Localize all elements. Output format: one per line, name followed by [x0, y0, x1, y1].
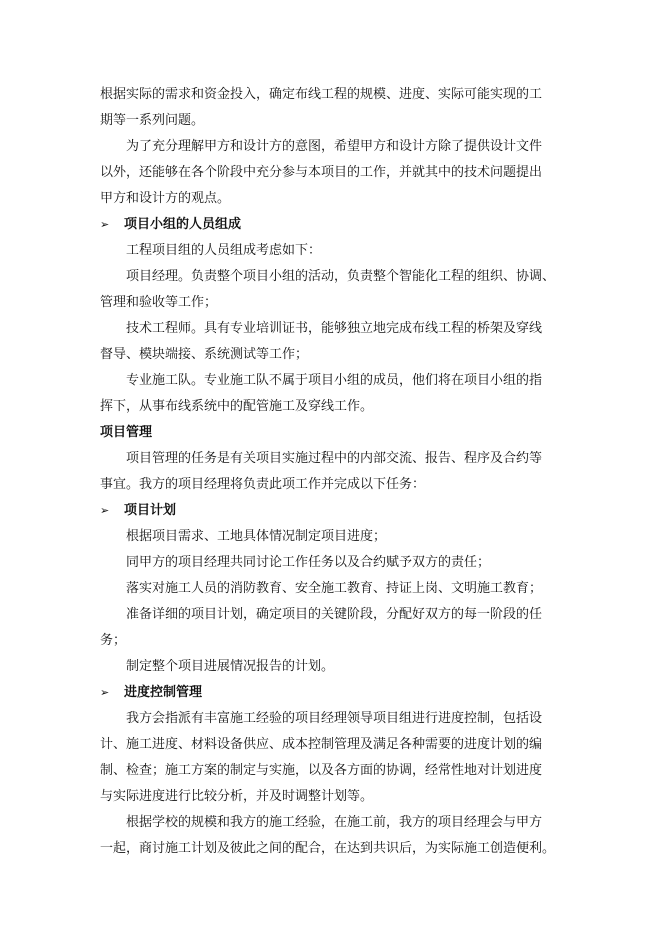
- paragraph-line: 根据实际的需求和资金投入，确定布线工程的规模、进度、实际可能实现的工: [100, 87, 543, 102]
- paragraph-line: 项目管理的任务是有关项目实施过程中的内部交流、报告、程序及合约等: [126, 451, 543, 466]
- section-heading-team: [100, 216, 241, 234]
- paragraph-line: 一起，商讨施工计划及彼此之间的配合，在达到共识后，为实际施工创造便利。: [100, 841, 556, 856]
- section-heading-progress: [100, 684, 202, 702]
- paragraph-line: 管理和验收等工作；: [100, 295, 218, 310]
- paragraph-line: 甲方和设计方的观点。: [100, 191, 231, 206]
- paragraph-line: 专业施工队。专业施工队不属于项目小组的成员，他们将在项目小组的指: [126, 373, 543, 388]
- bullet-arrow-icon: ➢: [100, 686, 110, 699]
- heading-text: 进度控制管理: [124, 685, 203, 700]
- heading-text: 项目小组的人员组成: [124, 217, 242, 232]
- paragraph-line: 督导、模块端接、系统测试等工作；: [100, 347, 309, 362]
- heading-text: 项目计划: [124, 503, 177, 518]
- list-item: 制定整个项目进展情况报告的计划。: [126, 659, 335, 674]
- list-item: 同甲方的项目经理共同讨论工作任务以及合约赋予双方的责任；: [126, 555, 491, 570]
- paragraph-line: 项目经理。负责整个项目小组的活动，负责整个智能化工程的组织、协调、: [126, 269, 556, 284]
- paragraph-line: 工程项目组的人员组成考虑如下：: [126, 243, 322, 258]
- paragraph-line: 以外，还能够在各个阶段中充分参与本项目的工作，并就其中的技术问题提出: [100, 165, 543, 180]
- paragraph-line: 挥下，从事布线系统中的配管施工及穿线工作。: [100, 399, 374, 414]
- paragraph-line: 期等一系列问题。: [100, 113, 205, 128]
- paragraph-line: 制、检查；施工方案的制定与实施，以及各方面的协调，经常性地对计划进度: [100, 763, 543, 778]
- paragraph-line: 根据学校的规模和我方的施工经验，在施工前，我方的项目经理会与甲方: [126, 815, 543, 830]
- list-item: 根据项目需求、工地具体情况制定项目进度；: [126, 529, 387, 544]
- paragraph-line: 我方会指派有丰富施工经验的项目经理领导项目组进行进度控制，包括设: [126, 711, 543, 726]
- list-item-continued: 务；: [100, 633, 127, 648]
- paragraph-line: 计、施工进度、材料设备供应、成本控制管理及满足各种需要的进度计划的编: [100, 737, 543, 752]
- bullet-arrow-icon: ➢: [100, 504, 110, 517]
- paragraph-line: 为了充分理解甲方和设计方的意图，希望甲方和设计方除了提供设计文件: [126, 139, 543, 154]
- bullet-arrow-icon: ➢: [100, 218, 110, 231]
- paragraph-line: 与实际进度进行比较分析，并及时调整计划等。: [100, 789, 374, 804]
- section-heading-management: 项目管理: [100, 425, 153, 440]
- list-item: 落实对施工人员的消防教育、安全施工教育、持证上岗、文明施工教育；: [126, 581, 543, 596]
- paragraph-line: 技术工程师。具有专业培训证书，能够独立地完成布线工程的桥架及穿线: [126, 321, 543, 336]
- list-item: 准备详细的项目计划，确定项目的关键阶段，分配好双方的每一阶段的任: [126, 607, 543, 622]
- paragraph-line: 事宜。我方的项目经理将负责此项工作并完成以下任务：: [100, 477, 426, 492]
- section-heading-plan: [100, 502, 176, 520]
